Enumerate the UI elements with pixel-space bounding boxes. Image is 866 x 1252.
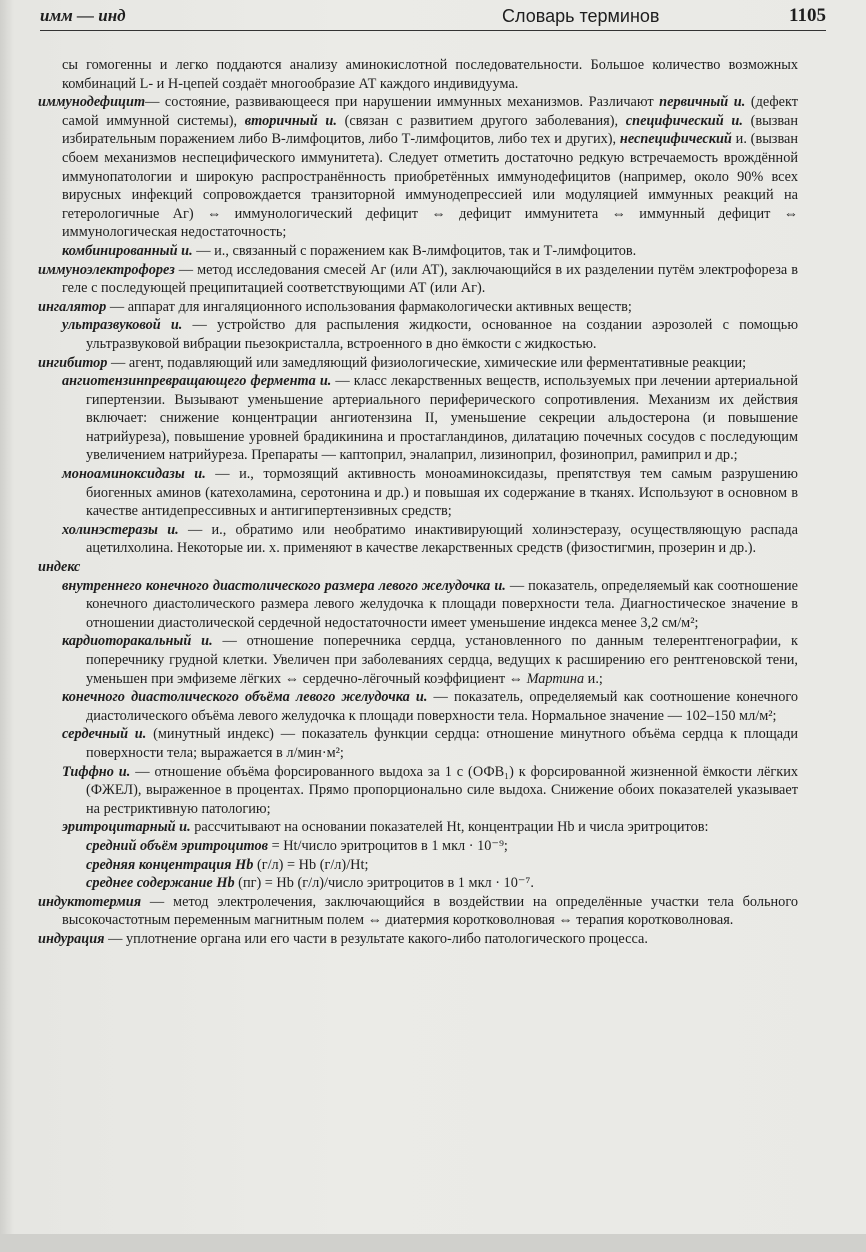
glossary-entry	[38, 465, 798, 521]
entry-text: рассчитывают на основании показателей Ht, концентрации Hb и числа эритроцитов:	[190, 819, 709, 836]
entry-term: внутреннего конечного диастолического размера левого желудочка и.	[62, 577, 506, 594]
entry-text: (г/л) = Hb (г/л)/Ht;	[253, 856, 369, 873]
entry-term: кардиоторакальный и.	[62, 633, 213, 650]
entry-text: — и., обратимо или необратимо инактивирующий холинэстеразу, осуществляющую распада ацетилхолина. Некоторые ии. х. применяют в качестве лекарственных средств (физостигмин, прозерин и др.).	[86, 521, 798, 557]
entry-term: ингибитор	[38, 354, 108, 371]
entry-term: вторичный и.	[244, 112, 337, 129]
glossary-entry	[38, 372, 798, 465]
entry-term: Тиффно и.	[62, 763, 131, 780]
entry-term: сердечный и.	[62, 726, 147, 743]
entry-text: — и., тормозящий активность моноаминоксидазы, препятствуя тем самым разрушению биогенных аминов (катехоламина, серотонина и др.) и повышая их содержание в тканях. Используют в основном в качестве антидепрессивных и антигипертензивных средств;	[86, 466, 798, 520]
page-bottom-edge	[0, 1234, 866, 1252]
entry-text: — устройство для распыления жидкости, основанное на создании аэрозолей с помощью ультразвуковой вибрации пьезокристалла, встроенного в дно ёмкости с жидкостью.	[86, 317, 799, 352]
entry-term: среднее содержание Hb	[86, 875, 235, 892]
entry-text: — состояние, развивающееся при нарушении иммунных механизмов. Различают	[145, 94, 660, 111]
entry-text: — показатель, определяемый как соотношение конечного диастолического размера левого желудочка к площади поверхности тела. Диагностическое значение в отношении диастолической сердечной недостаточности имеет уменьшение индекса менее 3,2 см/м²;	[86, 577, 798, 631]
entry-term: ангиотензинпревращающего фермента и.	[62, 373, 332, 390]
entry-text: — класс лекарственных веществ, используемых при лечении артериальной гипертензии. Вызывают уменьшение артериального периферического сопротивления. Механизм их действия включает: снижение концентрации ангиотензина II, уменьшение секреции альдостерона (и повышение натрийуреза), повышение уровней брадикинина и простагландинов, дилатацию почечных сосудов с последующим увеличением натрийуреза. Препараты — каптоприл, эналаприл, лизиноприл, фозиноприл, рамиприл и др.;	[86, 373, 798, 464]
entry-term: ультразвуковой и.	[62, 317, 183, 334]
entry-term: индекс	[38, 559, 81, 576]
entry-text: — отношение поперечника сердца, установленного по данным телерентгенографии, к поперечнику грудной клетки. Увеличен при заболеваниях сердца, ведущих к расширению его рентгеновской тени, уменьшен при эмфиземе лёгких ⇔ сердечно-лёгочный коэффициент ⇔	[86, 633, 798, 687]
glossary-entry	[38, 893, 798, 930]
glossary-entry	[38, 558, 798, 577]
entry-text: — показатель, определяемый как соотношение конечного диастолического объёма левого желудочка к площади поверхности тела. Нормальное значение — 102–150 мл/м²;	[86, 689, 798, 724]
glossary-entry	[38, 56, 798, 93]
glossary-entry	[38, 856, 798, 875]
entry-term: индурация	[38, 930, 105, 947]
glossary-entry	[38, 874, 798, 893]
entry-text: (дефект самой иммунной системы),	[62, 94, 798, 129]
glossary-entry	[38, 242, 798, 261]
entry-term: иммуноэлектрофорез	[38, 261, 175, 278]
entry-text: (связан с развитием другого заболевания),	[336, 112, 626, 129]
glossary-entry	[38, 354, 798, 373]
entry-term: неспецифический	[619, 131, 732, 148]
entry-term: специфический и.	[625, 112, 743, 129]
entry-term: индуктотермия	[38, 893, 142, 910]
entry-text: — агент, подавляющий или замедляющий физиологические, химические или ферментативные реакции;	[107, 354, 747, 371]
glossary-entry	[38, 763, 798, 819]
entry-text: (вызван избирательным поражением либо В-лимфоцитов, либо Т-лимфоцитов, либо тех и других),	[62, 112, 798, 148]
entry-text: — метод исследования смесей Аг (или АТ), заключающийся в их разделении путём электрофореза в геле с последующей преципитацией соответствующими АТ (или Аг).	[62, 261, 798, 297]
glossary-entry	[38, 261, 798, 298]
entry-term: холинэстеразы и.	[62, 521, 179, 538]
glossary-entry	[38, 930, 798, 949]
glossary-text	[38, 56, 798, 949]
entry-text: — отношение объёма форсированного выдоха за 1 с (ОФВ₁) к форсированной жизненной ёмкости лёгких (ФЖЕЛ), выраженное в процентах. Прямо пропорционально силе выдоха. Снижение обоих показателей указывает на рестриктивную патологию;	[86, 763, 798, 817]
entry-text: = Ht/число эритроцитов в 1 мкл · 10⁻⁹;	[268, 837, 508, 854]
entry-term: эритроцитарный и.	[62, 819, 191, 836]
glossary-entry	[38, 818, 798, 837]
entry-text: (пг) = Hb (г/л)/число эритроцитов в 1 мкл · 10⁻⁷.	[234, 875, 534, 892]
page-number: 1105	[789, 5, 826, 26]
running-header	[40, 4, 826, 31]
entry-text: сы гомогенны и легко поддаются анализу аминокислотной последовательности. Большое количество возможных комбинаций L- и H-цепей создаёт многообразие АТ каждого индивидуума.	[62, 57, 798, 92]
glossary-entry	[38, 316, 798, 353]
entry-term: моноаминоксидазы и.	[62, 466, 206, 483]
entry-term: иммунодефицит	[38, 94, 146, 111]
glossary-entry	[38, 93, 798, 242]
entry-term: средняя концентрация Hb	[86, 856, 254, 873]
entry-text: — и., связанный с поражением как В-лимфоцитов, так и Т-лимфоцитов.	[192, 242, 637, 259]
glossary-entry	[38, 521, 798, 558]
glossary-entry	[38, 577, 798, 633]
header-title: Словарь терминов	[502, 6, 660, 26]
glossary-entry	[38, 837, 798, 856]
entry-text: — метод электролечения, заключающийся в воздействии на определённые участки тела больного высокочастотным переменным магнитным полем ⇔ диатермия коротковолновая ⇔ терапия коротковолновая.	[62, 893, 798, 929]
entry-term: первичный и.	[659, 94, 746, 111]
glossary-entry	[38, 725, 798, 762]
glossary-entry	[38, 632, 798, 688]
entry-text: — аппарат для ингаляционного использования фармакологически активных веществ;	[106, 298, 632, 315]
entry-italic: Мартина	[526, 670, 585, 687]
entry-text: и.;	[584, 670, 603, 687]
entry-text: (минутный индекс) — показатель функции сердца: отношение минутного объёма сердца к площади поверхности тела; выражается в л/мин·м²;	[86, 726, 799, 761]
entry-text: — уплотнение органа или его части в результате какого-либо патологического процесса.	[104, 930, 648, 947]
glossary-entry	[38, 298, 798, 317]
entry-term: комбинированный и.	[62, 242, 193, 259]
entry-term: средний объём эритроцитов	[86, 837, 268, 854]
entry-term: конечного диастолического объёма левого желудочка и.	[62, 689, 428, 706]
entry-text: и. (вызван сбоем механизмов неспецифического иммунитета). Следует отметить достаточно редкую встречаемость врождённой иммунопатологии и широкую распространённость приобретённых иммунодефицитов (например, около 90% всех вирусных инфекций сопровождается транзиторной иммунодепрессией или модуляцией иммунных реакций на гетерологичные Аг) ⇔ иммунологический дефицит ⇔ дефицит иммунитета ⇔ иммунный дефицит ⇔ иммунологическая недостаточность;	[62, 131, 799, 241]
entry-term: ингалятор	[38, 298, 107, 315]
glossary-entry	[38, 688, 798, 725]
header-range: имм — инд	[40, 6, 126, 25]
